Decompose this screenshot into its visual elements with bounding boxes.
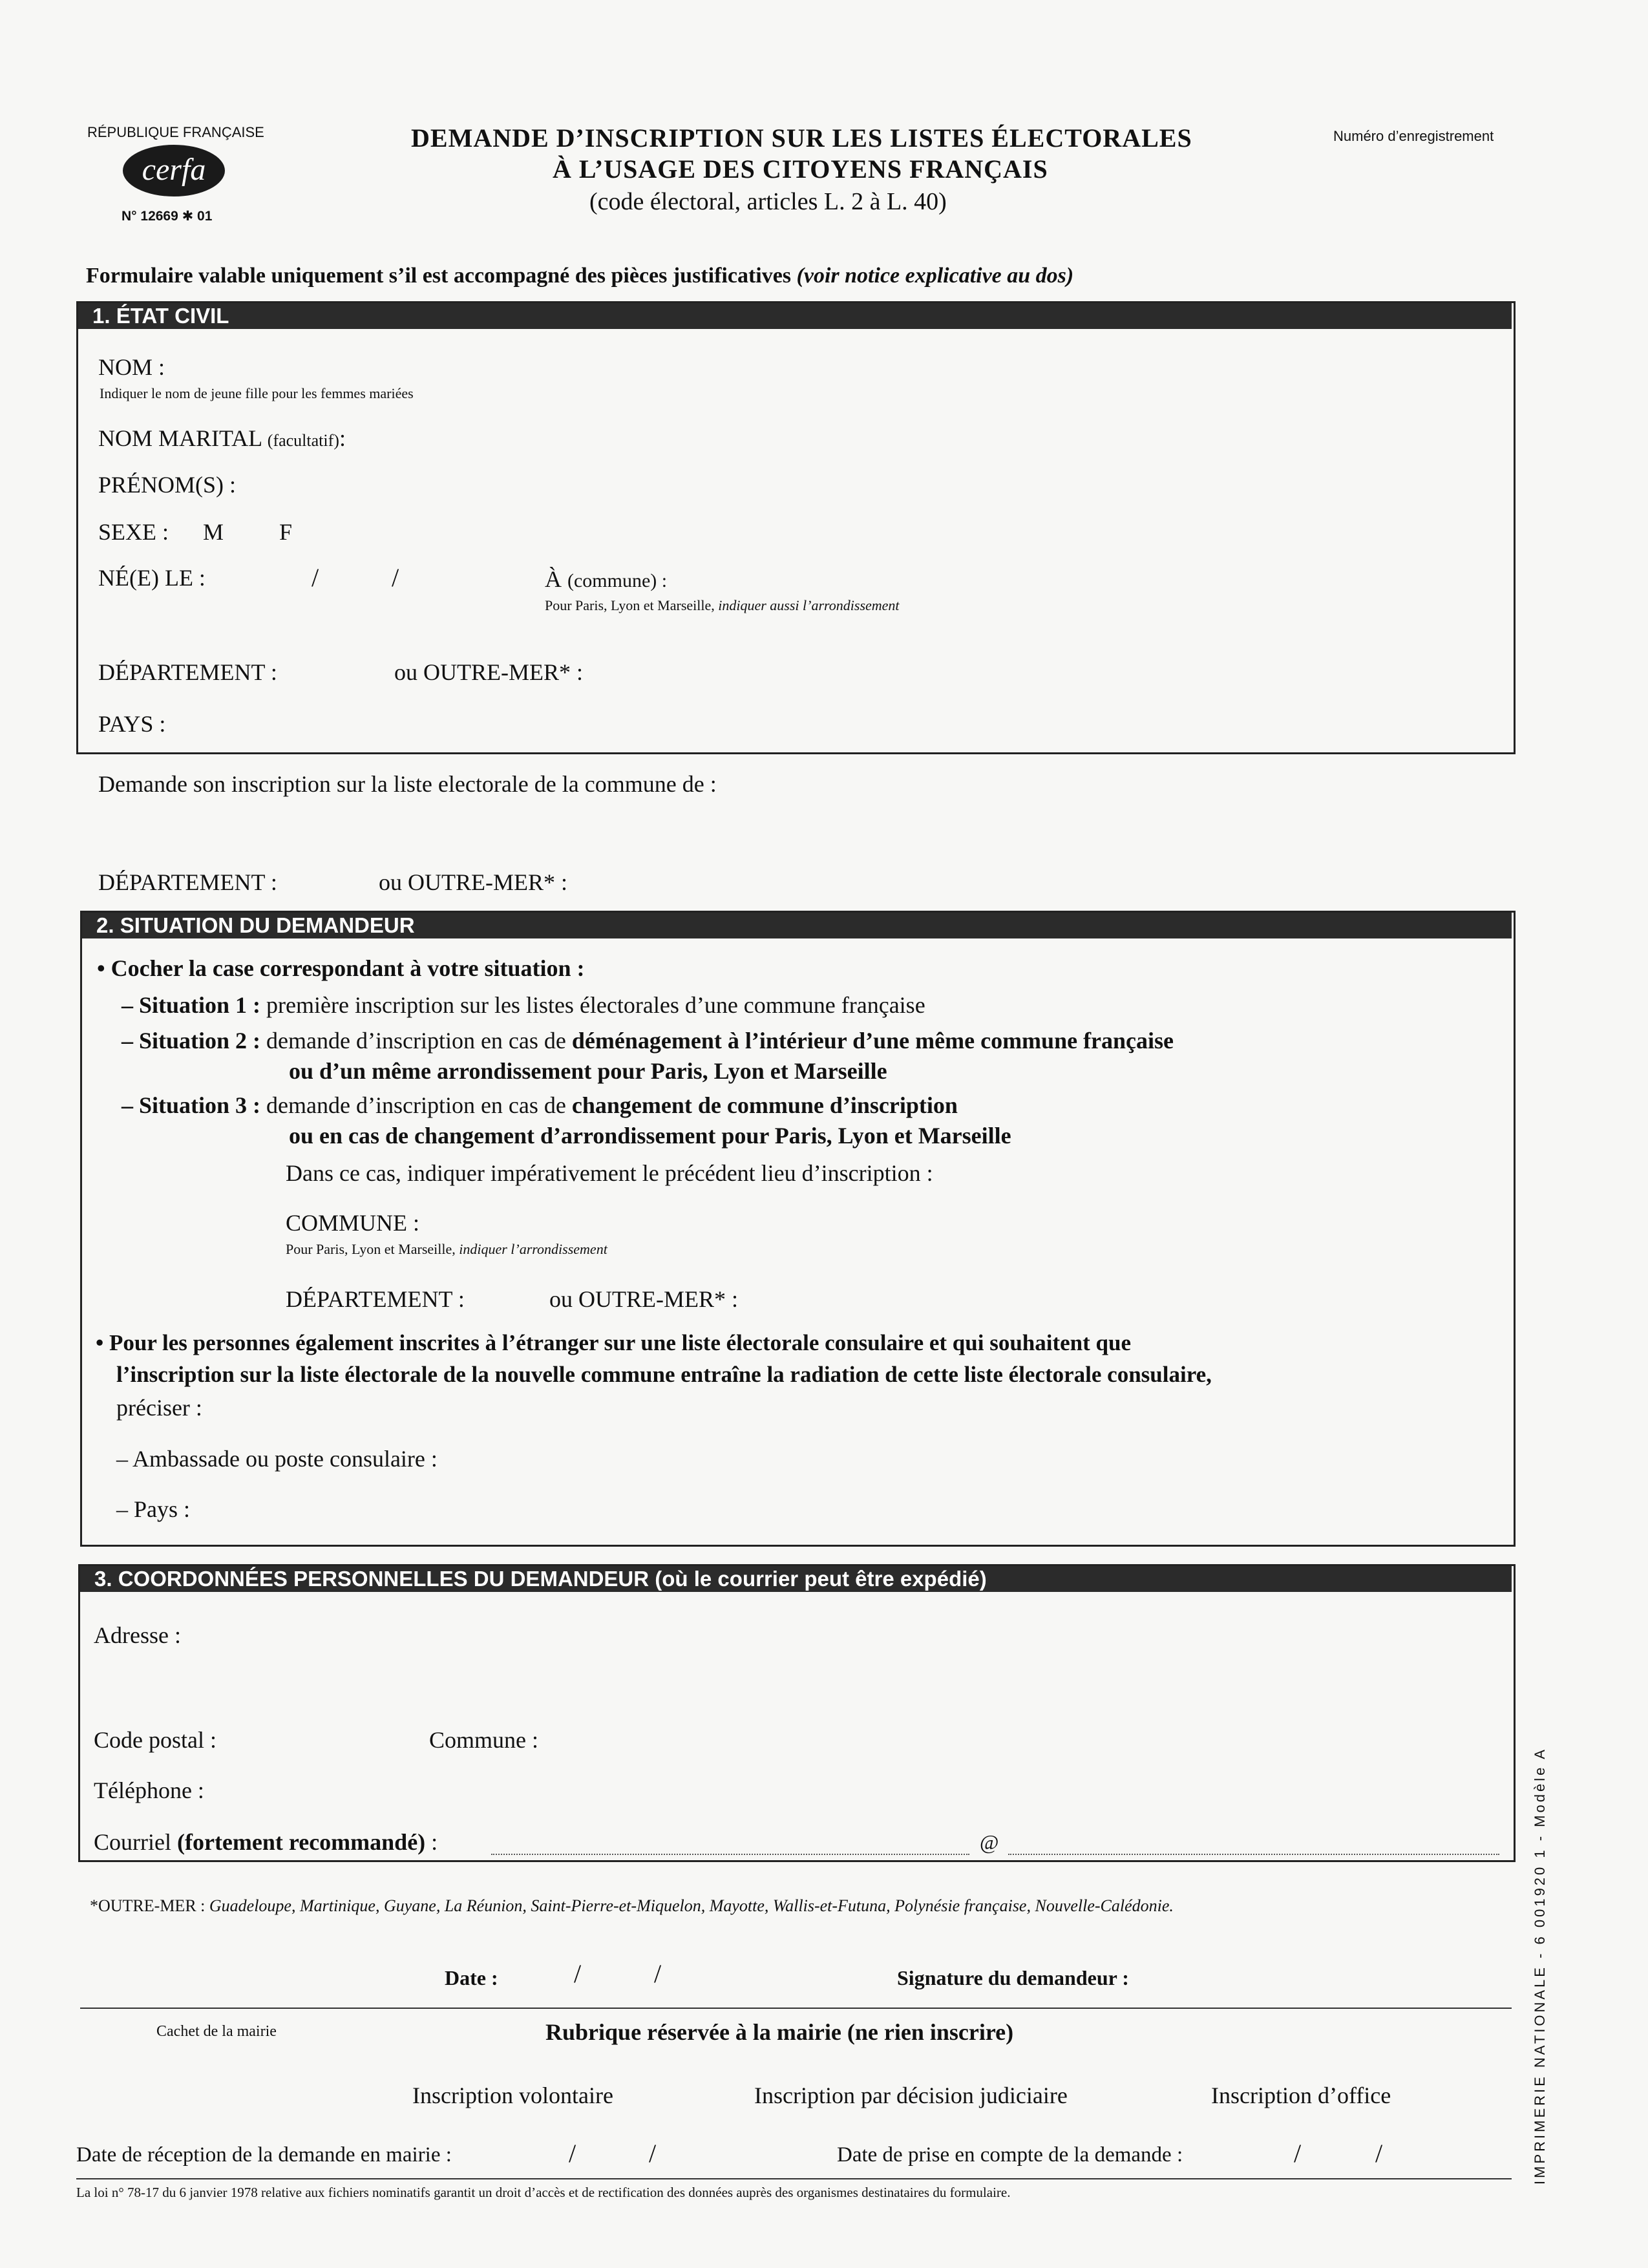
prev-departement-field[interactable] — [478, 1286, 543, 1315]
telephone-label: Téléphone : — [94, 1777, 204, 1803]
nom-marital-text: NOM MARITAL — [98, 425, 262, 451]
consulat-pays-label: – Pays : — [116, 1496, 191, 1522]
footer-divider — [76, 2178, 1512, 2179]
date-reception-field[interactable] — [504, 2138, 698, 2167]
situation3-bold1: changement de commune d’inscription — [571, 1092, 958, 1118]
date-slash-2: / — [654, 1959, 662, 1988]
cachet-mairie: Cachet de la mairie — [156, 2023, 277, 2040]
demande-departement-label: DÉPARTEMENT : — [98, 869, 277, 895]
prev-outremer-field[interactable] — [756, 1286, 1015, 1315]
situation3-bold2: ou en cas de changement d’arrondissement pour Paris, Lyon et Marseille — [289, 1123, 1011, 1149]
situation2-text: demande d’inscription en cas de — [266, 1028, 566, 1054]
cerfa-logo: cerfa — [123, 145, 225, 196]
birthplace-hint-text: Pour Paris, Lyon et Marseille, — [545, 597, 715, 613]
form-title-line3: (code électoral, articles L. 2 à L. 40) — [589, 188, 947, 215]
demande-commune-text: Demande son inscription sur la liste electorale de la commune de : — [98, 771, 717, 797]
signature-label: Signature du demandeur : — [897, 1966, 1129, 1989]
birthdate-slash-2: / — [392, 563, 399, 592]
prise-slash-2: / — [1375, 2139, 1383, 2168]
departement-field[interactable] — [304, 659, 388, 688]
situation3-label: – Situation 3 : — [121, 1092, 261, 1118]
courriel-recommended: (fortement recommandé) — [176, 1829, 426, 1855]
courriel-colon: : — [431, 1829, 438, 1855]
telephone-field[interactable] — [233, 1777, 814, 1806]
prev-commune-hint-italic: indiquer l’arrondissement — [459, 1241, 607, 1257]
birthplace-hint-italic: indiquer aussi l’arrondissement — [718, 597, 900, 613]
demande-departement-field[interactable] — [304, 869, 375, 898]
date-prise-field[interactable] — [1241, 2138, 1435, 2167]
loi-notice: La loi n° 78-17 du 6 janvier 1978 relative aux fichiers nominatifs garantit un droit d’accès et de rectification des données auprès des organismes destinataires du formulaire. — [76, 2185, 1011, 2200]
courriel-at: @ — [980, 1830, 999, 1854]
birthplace-label — [545, 566, 667, 594]
courriel-field[interactable] — [491, 1827, 1499, 1855]
reception-slash-1: / — [569, 2139, 576, 2168]
sexe-f-option[interactable]: F — [279, 519, 293, 545]
outremer-field[interactable] — [614, 659, 872, 688]
departement-label: DÉPARTEMENT : — [98, 659, 277, 685]
situation1-text: première inscription sur les listes électorales d’une commune française — [266, 992, 925, 1018]
date-slash-1: / — [574, 1959, 582, 1988]
sexe-label: SEXE : — [98, 519, 169, 545]
birthplace-field[interactable] — [698, 566, 1454, 595]
signature-divider — [80, 2008, 1512, 2009]
date-reception-label: Date de réception de la demande en mairie : — [76, 2143, 452, 2167]
situation3-instruction: Dans ce cas, indiquer impérativement le précédent lieu d’inscription : — [286, 1160, 933, 1186]
date-prise-label: Date de prise en compte de la demande : — [837, 2143, 1183, 2167]
code-postal-field[interactable] — [246, 1727, 414, 1755]
imprimerie-nationale: IMPRIMERIE NATIONALE - 6 001920 1 - Modèle A — [1532, 1747, 1548, 2185]
commune-label: Commune : — [429, 1727, 538, 1753]
situation2-label: – Situation 2 : — [121, 1028, 261, 1054]
nom-label: NOM : — [98, 354, 165, 380]
inscription-volontaire[interactable]: Inscription volontaire — [412, 2083, 613, 2108]
republique-label: RÉPUBLIQUE FRANÇAISE — [87, 124, 264, 140]
situation1-label: – Situation 1 : — [121, 992, 261, 1018]
prev-outremer-label: ou OUTRE-MER* : — [549, 1286, 738, 1312]
prev-commune-hint-text: Pour Paris, Lyon et Marseille, — [286, 1241, 456, 1257]
situation1-row[interactable] — [121, 992, 925, 1018]
form-title-line1: DEMANDE D’INSCRIPTION SUR LES LISTES ÉLECTORALES — [411, 123, 1192, 153]
section3-title: 3. COORDONNÉES PERSONNELLES DU DEMANDEUR (où le courrier peut être expédié) — [80, 1566, 1512, 1592]
validity-notice-bold: Formulaire valable uniquement s’il est accompagné des pièces justificatives — [86, 264, 792, 288]
prenoms-label: PRÉNOM(S) : — [98, 472, 237, 498]
section1-title: 1. ÉTAT CIVIL — [78, 303, 1512, 329]
demande-commune-field[interactable] — [98, 808, 1507, 853]
rubrique-mairie: Rubrique réservée à la mairie (ne rien inscrire) — [545, 2019, 1014, 2045]
reception-slash-2: / — [649, 2139, 657, 2168]
signature-field[interactable] — [1157, 1958, 1493, 2004]
nom-marital-optional: (facultatif) — [267, 431, 339, 450]
date-field[interactable] — [517, 1958, 711, 1987]
cocher-text: Cocher la case correspondant à votre situation : — [111, 955, 585, 981]
nom-marital-label — [98, 425, 346, 454]
nom-hint: Indiquer le nom de jeune fille pour les femmes mariées — [100, 385, 414, 401]
birthplace-hint — [545, 597, 900, 614]
sexe-m-option[interactable]: M — [203, 519, 224, 545]
outremer-footnote — [90, 1896, 1174, 1916]
validity-notice-italic: (voir notice explicative au dos) — [796, 264, 1074, 288]
situation2-bold1: déménagement à l’intérieur d’une même commune française — [571, 1028, 1174, 1054]
adresse-label: Adresse : — [94, 1622, 181, 1648]
courriel-text: Courriel — [94, 1829, 171, 1855]
nom-marital-colon: : — [339, 425, 346, 451]
section2-title: 2. SITUATION DU DEMANDEUR — [82, 913, 1512, 938]
etranger-line2: l’inscription sur la liste électorale de la nouvelle commune entraîne la radiation de cette liste électorale consulaire, — [116, 1362, 1212, 1387]
pays-label: PAYS : — [98, 711, 166, 737]
commune-field[interactable] — [569, 1727, 1486, 1755]
nom-field[interactable] — [194, 354, 1454, 383]
inscription-judiciaire[interactable]: Inscription par décision judiciaire — [754, 2083, 1068, 2108]
form-title-line2: À L’USAGE DES CITOYENS FRANÇAIS — [553, 154, 1048, 184]
ne-le-label: NÉ(E) LE : — [98, 565, 206, 591]
situation2-row[interactable] — [121, 1028, 1174, 1054]
registration-number-field[interactable] — [1331, 149, 1512, 200]
ambassade-label: – Ambassade ou poste consulaire : — [116, 1446, 438, 1472]
prise-slash-1: / — [1294, 2139, 1302, 2168]
situation3-row[interactable] — [121, 1092, 958, 1118]
birthplace-commune: (commune) : — [567, 570, 668, 591]
inscription-office[interactable]: Inscription d’office — [1211, 2083, 1391, 2108]
coordonnees-box — [78, 1564, 1516, 1862]
prev-commune-hint — [286, 1241, 607, 1258]
birthdate-slash-1: / — [312, 563, 319, 592]
nom-marital-field[interactable] — [381, 425, 1454, 454]
courriel-label — [94, 1829, 438, 1855]
situation3-text: demande d’inscription en cas de — [266, 1092, 566, 1118]
validity-notice — [86, 264, 1073, 288]
situation2-bold2: ou d’un même arrondissement pour Paris, Lyon et Marseille — [289, 1058, 887, 1084]
outremer-footnote-list: Guadeloupe, Martinique, Guyane, La Réunion, Saint-Pierre-et-Miquelon, Mayotte, Wallis-et-Futuna, Polynésie française, Nouvelle-Calédonie. — [209, 1896, 1174, 1915]
demande-outremer-label: ou OUTRE-MER* : — [379, 869, 567, 895]
birthplace-a: À — [545, 566, 562, 592]
cerfa-number: N° 12669 ✱ 01 — [121, 209, 213, 224]
prev-departement-label: DÉPARTEMENT : — [286, 1286, 465, 1312]
outremer-footnote-label: *OUTRE-MER : — [90, 1896, 206, 1915]
pays-field[interactable] — [187, 711, 1454, 739]
prev-commune-field[interactable] — [433, 1210, 1480, 1238]
demande-outremer-field[interactable] — [595, 869, 853, 898]
ambassade-field[interactable] — [452, 1446, 1486, 1474]
date-label: Date : — [445, 1966, 498, 1989]
cocher-instruction: • Cocher la case correspondant à votre situation : — [97, 955, 585, 981]
consulat-pays-field[interactable] — [213, 1496, 1480, 1525]
preciser-label: préciser : — [116, 1395, 202, 1421]
outremer-label: ou OUTRE-MER* : — [394, 659, 583, 685]
etranger-line1: • Pour les personnes également inscrites à l’étranger sur une liste électorale consulaire et qui souhaitent que — [96, 1330, 1132, 1355]
adresse-field[interactable] — [194, 1622, 1486, 1700]
birthdate-field[interactable] — [252, 562, 472, 591]
registration-number-label: Numéro d’enregistrement — [1333, 128, 1494, 144]
prev-commune-label: COMMUNE : — [286, 1210, 420, 1236]
prenoms-field[interactable] — [252, 472, 1454, 500]
code-postal-label: Code postal : — [94, 1727, 217, 1753]
